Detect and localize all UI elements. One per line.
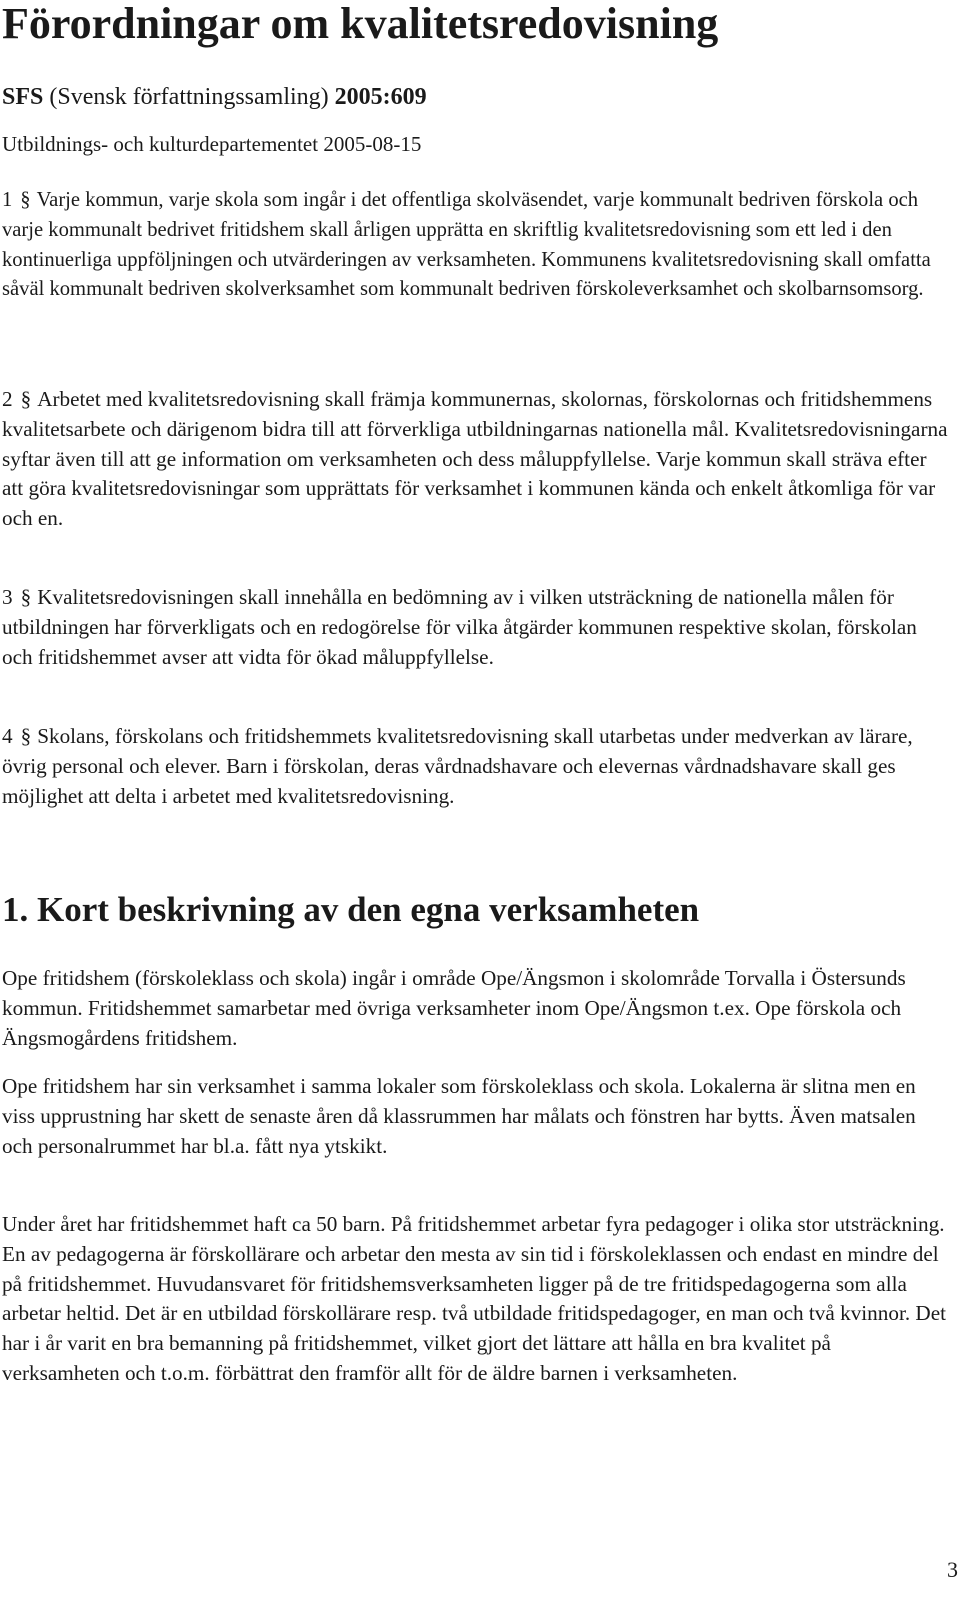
section-paragraph bbox=[2, 722, 948, 811]
sfs-number: 2005:609 bbox=[334, 84, 427, 110]
department-line: Utbildnings- och kulturdepartementet 2005-08-15 bbox=[2, 132, 422, 156]
section-symbol: § bbox=[20, 585, 32, 609]
page-number: 3 bbox=[947, 1557, 958, 1582]
chapter-paragraph: Ope fritidshem har sin verksamhet i samma lokaler som förskoleklass och skola. Lokalerna är slitna men en viss upprustning har skett de senaste åren då klassrummen har målats och fönstren har bytts. Även matsalen och personalrummet har bl.a. fått nya ytskikt. bbox=[2, 1074, 916, 1158]
section-paragraph bbox=[2, 583, 948, 672]
section-number: 1 bbox=[2, 189, 13, 211]
chapter-paragraph: Ope fritidshem (förskoleklass och skola) ingår i område Ope/Ängsmon i skolområde Torvalla i Östersunds kommun. Fritidshemmet samarbetar med övriga verksamheter inom Ope/Ängsmon t.ex. Ope förskola och Ängsmogårdens fritidshem. bbox=[2, 966, 906, 1050]
sfs-prefix: SFS bbox=[2, 84, 44, 110]
chapter-paragraph: Under året har fritidshemmet haft ca 50 barn. På fritidshemmet arbetar fyra pedagoger i olika stor utsträckning. En av pedagogerna är förskollärare och arbetar den mesta av sin tid i förskoleklassen och endast en mindre del på fritidshemmet. Huvudansvaret för fritidshemsverksamheten ligger på de tre fritidspedagogerna som alla arbetar heltid. Det är en utbildad förskollärare resp. två utbildade fritidspedagoger, en man och två kvinnor. Det har i år varit en bra bemanning på fritidshemmet, vilket gjort det lättare att hålla en bra kvalitet på verksamheten och t.o.m. förbättrat den framför allt för de äldre barnen i verksamheten. bbox=[2, 1212, 947, 1385]
section-number: 3 bbox=[2, 585, 13, 609]
section-number: 2 bbox=[2, 387, 13, 411]
section-symbol: § bbox=[20, 724, 32, 748]
chapter-heading: 1. Kort beskrivning av den egna verksamheten bbox=[2, 890, 700, 929]
document-title: Förordningar om kvalitetsredovisning bbox=[2, 0, 719, 48]
sfs-middle: (Svensk författningssamling) bbox=[49, 84, 329, 110]
section-number: 4 bbox=[2, 724, 13, 748]
section-text: Skolans, förskolans och fritidshemmets kvalitetsredovisning skall utarbetas under medverkan av lärare, övrig personal och elever. Barn i förskolan, deras vårdnadshavare och elevernas vårdnadshavare skall ges möjlighet att delta i arbetet med kvalitetsredovisning. bbox=[2, 724, 913, 808]
section-paragraph bbox=[2, 385, 948, 534]
section-text: Arbetet med kvalitetsredovisning skall främja kommunernas, skolornas, förskolornas och fritidshemmens kvalitetsarbete och därigenom bidra till att förverkliga utbildningarnas nationella mål. Kvalitetsredovisningarna syftar även till att ge information om verksamheten och dess måluppfyllelse. Varje kommun skall sträva efter att göra kvalitetsredovisningar som upprättats för verksamhet i kommunen kända och enkelt åtkomliga för var och en. bbox=[2, 387, 948, 531]
section-symbol: § bbox=[20, 387, 32, 411]
sfs-reference bbox=[2, 82, 427, 112]
section-text: Varje kommun, varje skola som ingår i det offentliga skolväsendet, varje kommunalt bedriven förskola och varje kommunalt bedrivet fritidshem skall årligen upprätta en skriftlig kvalitetsredovisning som ett led i den kontinuerliga uppföljningen och utvärderingen av verksamheten. Kommunens kvalitetsredovisning skall omfatta såväl kommunalt bedriven skolverksamhet som kommunalt bedriven förskoleverksamhet och skolbarnsomsorg. bbox=[2, 189, 931, 301]
section-paragraph bbox=[2, 186, 948, 305]
section-text: Kvalitetsredovisningen skall innehålla en bedömning av i vilken utsträckning de nationella målen för utbildningen har förverkligats och en redogörelse för vilka åtgärder kommunen respektive skolan, förskolan och fritidshemmet avser att vidta för ökad måluppfyllelse. bbox=[2, 585, 917, 669]
section-symbol: § bbox=[20, 189, 31, 211]
